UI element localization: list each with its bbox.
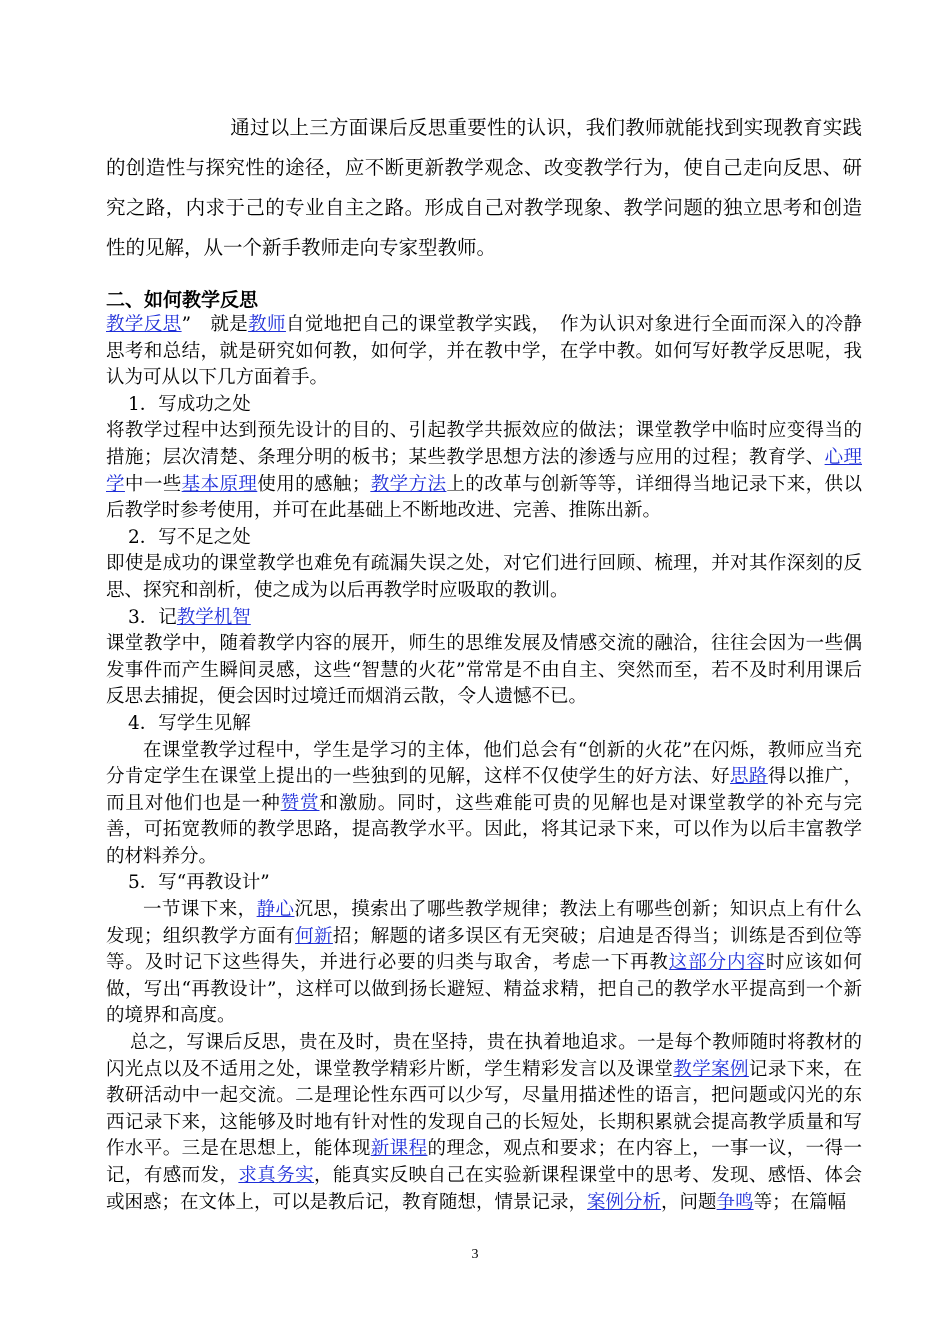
link-debate[interactable]: 争鸣 xyxy=(716,1191,754,1213)
link-psychology[interactable]: 心理学 xyxy=(106,446,862,495)
intro-paragraph: 通过以上三方面课后反思重要性的认识，我们教师就能找到实现教育实践的创造性与探究性的途径，应不断更新教学观念、改变教学行为，使自己走向反思、研究之路，内求于己的专业自主之路。形成自己对教学现象、教学问题的独立思考和创造性的见解，从一个新手教师走向专家型教师。 xyxy=(106,116,862,259)
link-teacher[interactable]: 教师 xyxy=(248,314,286,335)
item1-paragraph: 将教学过程中达到预先设计的目的、引起教学共振效应的做法；课堂教学中临时应变得当的措施；层次清楚、条理分明的板书；某些教学思想方法的渗透与应用的过程；教育学、心理学中一些基本原理使用的感触；教学方法上的改革与创新等等，详细得当地记录下来，供以后教学时参考使用，并可在此基础上不断地改进、完善、推陈出新。 xyxy=(106,420,862,522)
link-basic-principles[interactable]: 基本原理 xyxy=(181,473,258,495)
item2-title: 2．写不足之处 xyxy=(128,526,251,548)
link-praise[interactable]: 赞赏 xyxy=(280,792,320,814)
link-teaching-methods[interactable]: 教学方法 xyxy=(370,473,447,495)
summary-paragraph: 总之，写课后反思，贵在及时，贵在坚持，贵在执着地追求。一是每个教师随时将教材的闪光点以及不适用之处，课堂教学精彩片断，学生精彩发言以及课堂教学案例记录下来，在教研活动中一起交流。二是理论性东西可以少写，尽量用描述性的语言，把问题或闪光的东西记录下来，这能够及时地有针对性的发现自己的长短处，长期积累就会提高教学质量和写作水平。三是在思想上，能体现新课程的理念，观点和要求；在内容上，一事一议，一得一记，有感而发，求真务实，能真实反映自己在实验新课程课堂中的思考、发现、感悟、体会或困惑；在文体上，可以是教后记，教育随想，情景记录，案例分析，问题争鸣等；在篇幅 xyxy=(106,1032,862,1213)
section-heading: 二、如何教学反思 xyxy=(106,289,259,311)
item3-title: 3．记教学机智 xyxy=(128,606,251,628)
item5-paragraph: 一节课下来，静心沉思，摸索出了哪些教学规律；教法上有哪些创新；知识点上有什么发现；组织教学方面有何新招；解题的诸多误区有无突破；启迪是否得当；训练是否到位等等。及时记下这些得失，并进行必要的归类与取舍，考虑一下再教这部分内容时应该如何做，写出“再教设计”，这样可以做到扬长避短、精益求精，把自己的教学水平提高到一个新的境界和高度。 xyxy=(106,899,862,1027)
definition-paragraph: 教学反思” 就是教师自觉地把自己的课堂教学实践， 作为认识对象进行全面而深入的冷静思考和总结，就是研究如何教，如何学，并在教中学，在学中教。如何写好教学反思呢，我认为可从以下几方面着手。 xyxy=(106,314,862,389)
link-thinking[interactable]: 思路 xyxy=(730,766,768,788)
item5-title: 5．写“再教设计” xyxy=(128,872,270,894)
link-teaching-case[interactable]: 教学案例 xyxy=(673,1058,749,1080)
item2-paragraph: 即使是成功的课堂教学也难免有疏漏失误之处，对它们进行回顾、梳理，并对其作深刻的反思、探究和剖析，使之成为以后再教学时应吸取的教训。 xyxy=(106,553,862,601)
link-teaching-wit[interactable]: 教学机智 xyxy=(176,606,251,628)
item4-paragraph: 在课堂教学过程中，学生是学习的主体，他们总会有“创新的火花”在闪烁，教师应当充分肯定学生在课堂上提出的一些独到的见解，这样不仅使学生的好方法、好思路得以推广，而且对他们也是一种赞赏和激励。同时，这些难能可贵的见解也是对课堂教学的补充与完善，可拓宽教师的教学思路，提高教学水平。因此，将其记录下来，可以作为以后丰富教学的材料养分。 xyxy=(106,739,862,867)
link-this-part[interactable]: 这部分内容 xyxy=(668,952,766,974)
section-body xyxy=(106,312,862,1216)
link-seek-truth[interactable]: 求真务实 xyxy=(238,1165,315,1186)
page-number: 3 xyxy=(471,1247,479,1262)
link-calm-mind[interactable]: 静心 xyxy=(256,899,295,921)
item4-title: 4．写学生见解 xyxy=(128,712,251,734)
item3-paragraph: 课堂教学中，随着教学内容的展开，师生的思维发展及情感交流的融洽，往往会因为一些偶发事件而产生瞬间灵感，这些“智慧的火花”常常是不由自主、突然而至，若不及时利用课后反思去捕捉，便会因时过境迁而烟消云散，令人遗憾不已。 xyxy=(106,633,862,708)
link-case-analysis[interactable]: 案例分析 xyxy=(587,1191,662,1213)
link-new-curriculum[interactable]: 新课程 xyxy=(370,1138,428,1160)
item1-title: 1．写成功之处 xyxy=(128,393,251,415)
link-what-new[interactable]: 何新 xyxy=(295,925,333,947)
link-teaching-reflection[interactable]: 教学反思 xyxy=(106,314,182,335)
